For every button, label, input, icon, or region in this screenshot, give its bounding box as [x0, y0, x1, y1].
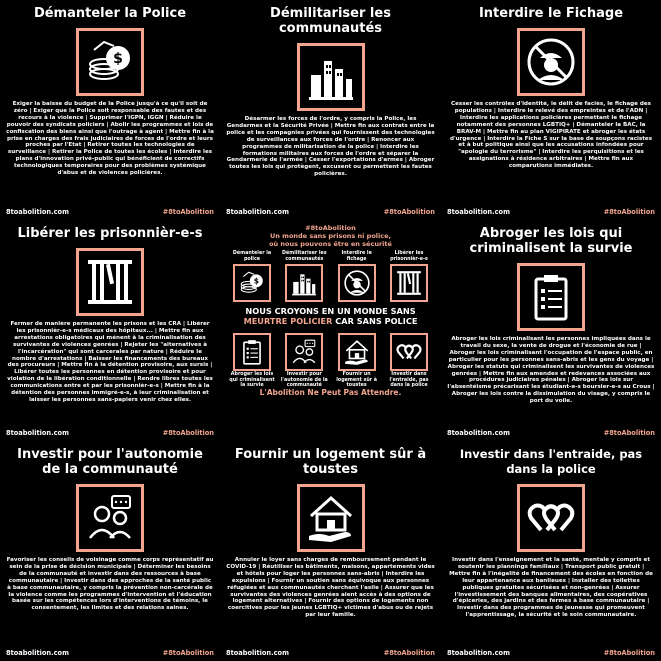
- panel-icon-frame: [76, 484, 144, 552]
- prison-bars-icon: [84, 256, 136, 308]
- footer-hashtag: #8toAbolition: [162, 208, 214, 216]
- center-item-label: Fournir un logement sûr à toustes: [336, 372, 378, 389]
- panel-description: Désarmer les forces de l'ordre, y compris la Police, les Gendarmes et la Sécurité Privée | Mettre fin aux contrats entre la police et les compagnies privées qui fournissent des technologies de surveillances aux forces de l'ordre | Renoncer aux programmes de militarisation de la police | Interdire les formations militaires aux forces de l'ordre et séparer la Gendarmerie de l'armée | Cesser l'exportations d'armes | Abroger toutes les lois qui protègent, excusent ou permettent les fautes policières.: [226, 116, 435, 178]
- panel-description: Exiger la baisse du budget de la Police jusqu'à ce qu'il soit de zéro | Exiger que la Police soit responsable des fautes et des recours à la violence | Supprimer l'IGPN, IGGN | Réduire le pouvoir des syndicats policiers | Abolir les programmes et lois de confiscation des biens ainsi que l'outrage à agent | Mettre fin à la prise en charges des frais judiciaires de forces de l'ordre et leurs proches par l'Etat | Retirer toutes les technologies de surveillance | Retirer la Police de toutes les écoles | Interdire les plans d'innovation privé-public qui bénéficient de correctifs technologiques temporaires pour des problèmes systémique d'abus et de violences policières.: [6, 101, 214, 177]
- statement-highlight: MEURTRE POLICIER: [243, 316, 333, 326]
- people-chat-icon: [290, 338, 318, 366]
- center-item-label: Investir dans l'entraide, pas dans la police: [389, 372, 429, 389]
- footer-hashtag: #8toAbolition: [162, 429, 214, 437]
- center-item: [280, 251, 328, 303]
- panel-footer: [447, 429, 655, 437]
- panel-footer: [6, 208, 214, 216]
- panel-description: Investir dans l'enseignement et la santé, mentale y compris et soutenir les plannings familiaux | Transport public gratuit | Mettre fin à l'inégalité de financement des écoles en fonction de leur appartenance aux banlieues | Installer des toilettes publiques gratuites sécurisées et non-genrées | Assurer l'investissement des banques alimentaires, des coopératives d'épiceries, des jardins et des fermes à base communautaire | Investir dans des programmes de jeunesse qui promeuvent l'apprentissage, la sécurité et le soin communautaire.: [449, 557, 653, 619]
- center-subtitle-2: où nous pouvons être en sécurité: [269, 240, 392, 248]
- panel-footer: [6, 649, 214, 657]
- panel-liberer-prisonniers: [0, 220, 220, 441]
- panel-title: Démanteler la Police: [33, 6, 187, 21]
- panel-title: Abroger les lois qui criminalisent la survie: [469, 226, 633, 256]
- panel-description: Cesser les contrôles d'identité, le délit de faciès, le fichage des populations | Interdire le relevé des empreintes et de l'ADN | Interdire les applications policières permettant le fichage notamment des personnes LGBTIQ+ | Démanteler la BAC, la BRAV-M | Mettre fin au plan VIGIPIRATE et abroger les états d'urgence | Interdire la Fiche S sur la base de soupçons racistes et à but politique ainsi que les accusations infondées pour "apologie du terrorisme" | Interdire les perquisitions et les assignations à résidence arbitraires | Mettre fin aux comparutions immédiates.: [449, 101, 653, 170]
- panel-description: Annuler le loyer sans charges de remboursement pendant le COVID-19 | Réutiliser les bâtiments, maisons, appartements vides et hôtels pour loger les personnes sans-abris | Interdire les expulsions | Fournir un soutien sans équivoque aux personnes réfugiées et aux communautés cherchant l'asile | Assurer que les survivantes des violences genrées aient accès à des options de logement alternatives | Fournir des options de logements non coercitives pour les jeunes LGBTIQ+ victimes d'abus ou de rejets par leur famille.: [226, 557, 435, 619]
- panel-footer: [447, 649, 655, 657]
- panel-icon-frame: [517, 263, 585, 331]
- center-item: [385, 332, 433, 389]
- center-item-label: Abroger les lois qui criminalisent la survie: [229, 372, 275, 389]
- panel-icon-frame: [297, 484, 365, 552]
- footer-site: 8toabolition.com: [447, 208, 510, 216]
- center-item: [385, 251, 433, 303]
- footer-site: 8toabolition.com: [226, 649, 289, 657]
- people-chat-icon: [84, 492, 136, 544]
- panel-title: Interdire le Fichage: [478, 6, 624, 21]
- panel-fournir-logement: [220, 441, 441, 661]
- panel-footer: [226, 208, 435, 216]
- center-item: [333, 251, 381, 303]
- linked-hearts-icon: [395, 338, 423, 366]
- panel-icon-frame: [517, 484, 585, 552]
- panel-icon-frame: [76, 248, 144, 316]
- center-item-label: Démanteler la police: [232, 251, 272, 262]
- no-police-icon: [343, 269, 371, 297]
- footer-site: 8toabolition.com: [6, 208, 69, 216]
- footer-hashtag: #8toAbolition: [383, 208, 435, 216]
- linked-hearts-icon: [525, 492, 577, 544]
- center-item-label: Démilitariser les communautés: [282, 251, 327, 262]
- money-bag-icon: [238, 269, 266, 297]
- footer-site: 8toabolition.com: [6, 429, 69, 437]
- center-item-label: Libérer les prisonnièr-e-s: [390, 251, 428, 262]
- panel-description: Abroger les lois criminalisant les personnes impliquées dans le travail du sexe, la vente de drogue et l'économie de rue | Abroger les lois criminalisant l'occupation de l'espace public, en particulier pour les personnes sans-abris et les gens du voyage | Abroger les statuts qui criminalisent les survivantes de violences genrées | Mettre fin aux amendes et redevances associées aux procédures judiciaires pénales | Abroger les lois sur l'absentéisme précarisant les étudiant-e-s boursier-e-s au Crous | Abroger les lois contre la dissimulation du visage, y compris le port du voile.: [447, 336, 655, 405]
- panel-title: Investir dans l'entraide, pas dans la police: [459, 447, 643, 476]
- panel-demilitariser: [220, 0, 441, 220]
- prison-bars-icon: [395, 269, 423, 297]
- center-item: [280, 332, 328, 389]
- factory-icon: [290, 269, 318, 297]
- center-statement: [244, 306, 418, 326]
- panel-icon-frame: [517, 28, 585, 96]
- footer-site: 8toabolition.com: [226, 208, 289, 216]
- house-hand-icon: [343, 338, 371, 366]
- center-item-label: Investir pour l'autonomie de la communauté: [280, 372, 328, 389]
- center-subtitle-1: Un monde sans prisons ni police,: [270, 232, 391, 240]
- center-top-row: [228, 251, 433, 303]
- footer-hashtag: #8toAbolition: [603, 649, 655, 657]
- panel-investir-autonomie: [0, 441, 220, 661]
- center-item: [333, 332, 381, 389]
- house-hand-icon: [305, 492, 357, 544]
- center-bottom-row: [228, 332, 433, 389]
- panel-icon-frame: [76, 28, 144, 96]
- footer-site: 8toabolition.com: [447, 429, 510, 437]
- panel-description: Favoriser les conseils de voisinage comme corps représentatif au sein de la prise de décision municipale | Déterminer les besoins de la communauté et investir dans des ressources à base communautaire | Investir dans des approches de la santé public à base communautaire, y compris la prévention non-carcérale de la violence comme les programmes d'intervention et l'éducation basée sur les compétences lors d'interventions de témoins, le consentement, les limites et des relations saines.: [6, 557, 214, 612]
- panel-footer: [447, 208, 655, 216]
- statement-part2: CAR SANS POLICE: [335, 316, 418, 326]
- clipboard-icon: [238, 338, 266, 366]
- center-item: [228, 251, 276, 303]
- panel-title: Libérer les prisonnièr-e-s: [17, 226, 203, 241]
- no-police-icon: [525, 36, 577, 88]
- clipboard-icon: [525, 271, 577, 323]
- panel-footer: [226, 649, 435, 657]
- footer-hashtag: #8toAbolition: [603, 429, 655, 437]
- footer-hashtag: #8toAbolition: [603, 208, 655, 216]
- panel-footer: [6, 429, 214, 437]
- money-bag-icon: [84, 36, 136, 88]
- panel-icon-frame: [297, 43, 365, 111]
- panel-investir-entraide: [441, 441, 661, 661]
- panel-abroger-lois: [441, 220, 661, 441]
- panel-center-summary: [220, 220, 441, 441]
- center-item: [228, 332, 276, 389]
- center-motto: L'Abolition Ne Peut Pas Attendre.: [259, 388, 402, 397]
- footer-site: 8toabolition.com: [6, 649, 69, 657]
- panel-title: Démilitariser les communautés: [270, 6, 391, 36]
- panel-title: Investir pour l'autonomie de la communauté: [17, 447, 203, 477]
- panel-interdire-fichage: [441, 0, 661, 220]
- footer-hashtag: #8toAbolition: [162, 649, 214, 657]
- statement-part1: NOUS CROYONS EN UN MONDE SANS: [245, 306, 416, 316]
- panel-demanteler-police: [0, 0, 220, 220]
- footer-site: 8toabolition.com: [447, 649, 510, 657]
- panel-title: Fournir un logement sûr à toustes: [234, 447, 427, 477]
- factory-icon: [305, 51, 357, 103]
- panel-description: Fermer de manière permanente les prisons et les CRA | Libérer les prisonnièr-e-s médicaux des hôpitaux... | Mettre fin aux arrestations obligatoires qui ménent à la criminalisation des survivantes de violences genrées | Rejeter les "alternatives à l'incarcération" qui sont carcerales par nature | Réduire le nombre d'arrestations | Baisser les financements des bureaux des procureurs | Mettre fin à la détention provisoire, aux sursis | Libérer toutes les personnes en détention provisoire et pour violation de la libération conditionnelle | Rendre libres toutes les communications entre et par les prisonnièr-e-s | Mettre fin à la détention des personnes immigré-e-s, à leur criminalisation et laisser les personnes sans-papiers venir chez elles.: [7, 321, 213, 403]
- center-item-label: Interdire le fichage: [341, 251, 372, 262]
- footer-hashtag: #8toAbolition: [383, 649, 435, 657]
- center-hashtag: #8toAbolition: [305, 224, 356, 232]
